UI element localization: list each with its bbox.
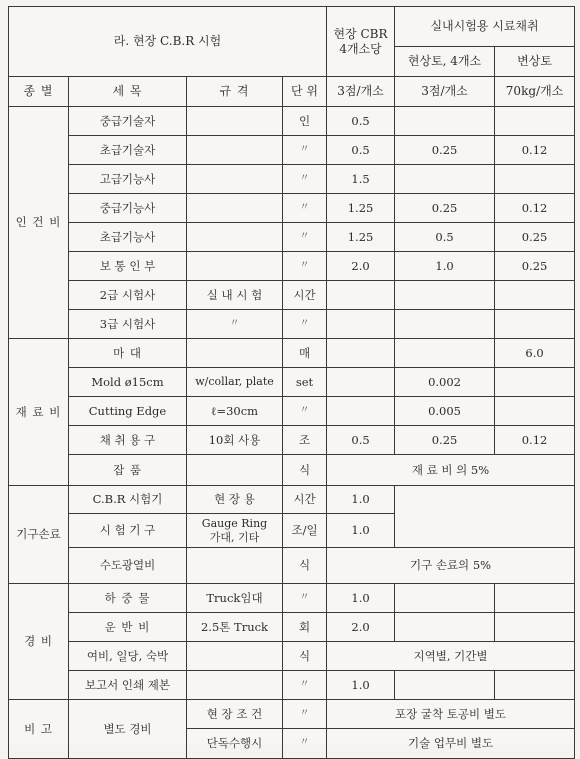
group-labor: 인 건 비 — [9, 107, 69, 339]
header-unit: 단 위 — [283, 77, 327, 107]
row-item: 수도광열비 — [69, 548, 187, 584]
row-spec — [187, 671, 283, 700]
row-site: 0.002 — [395, 368, 495, 397]
row-spec — [187, 455, 283, 486]
row-unit: 인 — [283, 107, 327, 136]
table-row — [9, 339, 575, 368]
row-item: 잡 품 — [69, 455, 187, 486]
header-lab-changed-soil: 변상토 — [495, 47, 575, 77]
table-row — [9, 700, 575, 729]
row-field: 1.0 — [327, 671, 395, 700]
row-unit: 식 — [283, 548, 327, 584]
header-lab-sampling: 실내시험용 시료채취 — [395, 7, 575, 47]
table-row — [9, 584, 575, 613]
row-item: 3급 시험사 — [69, 310, 187, 339]
row-item: 마 대 — [69, 339, 187, 368]
row-unit: 〃 — [283, 397, 327, 426]
row-unit: 〃 — [283, 252, 327, 281]
row-unit: 〃 — [283, 584, 327, 613]
row-spec: 2.5톤 Truck — [187, 613, 283, 642]
row-site — [395, 107, 495, 136]
row-site — [395, 584, 495, 613]
row-change — [495, 368, 575, 397]
row-change: 0.25 — [495, 223, 575, 252]
row-merged-note: 포장 굴착 토공비 별도 — [327, 700, 575, 729]
row-unit: 〃 — [283, 194, 327, 223]
table-row — [9, 107, 575, 136]
row-site: 0.25 — [395, 194, 495, 223]
row-field — [327, 368, 395, 397]
table-row — [9, 548, 575, 584]
group-expense: 경 비 — [9, 584, 69, 700]
header-lab-site-soil: 현상토, 4개소 — [395, 47, 495, 77]
row-field — [327, 281, 395, 310]
row-field: 1.0 — [327, 486, 395, 514]
row-field: 1.25 — [327, 223, 395, 252]
row-change: 0.12 — [495, 426, 575, 455]
row-item: 채 취 용 구 — [69, 426, 187, 455]
table-row — [9, 368, 575, 397]
row-field: 2.0 — [327, 252, 395, 281]
row-item: 보고서 인쇄 제본 — [69, 671, 187, 700]
row-site: 0.25 — [395, 136, 495, 165]
row-site — [395, 339, 495, 368]
row-field: 0.5 — [327, 136, 395, 165]
row-field: 2.0 — [327, 613, 395, 642]
row-change: 0.12 — [495, 194, 575, 223]
header-category: 종 별 — [9, 77, 69, 107]
row-item: 중급기술자 — [69, 107, 187, 136]
row-spec — [187, 339, 283, 368]
row-site: 1.0 — [395, 252, 495, 281]
row-spec: Truck임대 — [187, 584, 283, 613]
row-change — [495, 165, 575, 194]
table-row — [9, 252, 575, 281]
row-item: C.B.R 시험기 — [69, 486, 187, 514]
row-item: 초급기술자 — [69, 136, 187, 165]
cbr-table-sheet — [8, 6, 574, 751]
row-spec: 〃 — [187, 310, 283, 339]
row-change — [495, 613, 575, 642]
table-row — [9, 310, 575, 339]
row-site: 0.5 — [395, 223, 495, 252]
group-equipment: 기구손료 — [9, 486, 69, 584]
row-field: 1.25 — [327, 194, 395, 223]
row-item: Mold ø15cm — [69, 368, 187, 397]
row-field — [327, 310, 395, 339]
row-unit: 회 — [283, 613, 327, 642]
table-row — [9, 281, 575, 310]
row-unit: 시간 — [283, 281, 327, 310]
row-spec: 실 내 시 험 — [187, 281, 283, 310]
row-field: 1.0 — [327, 514, 395, 548]
row-site — [395, 165, 495, 194]
row-merged-note: 기구 손료의 5% — [327, 548, 575, 584]
header-row-1 — [9, 7, 575, 47]
row-change — [495, 107, 575, 136]
row-change — [495, 584, 575, 613]
table-row — [9, 194, 575, 223]
row-spec: w/collar, plate — [187, 368, 283, 397]
row-unit: 시간 — [283, 486, 327, 514]
header-field-cbr: 현장 CBR 4개소당 — [327, 7, 395, 77]
group-remark: 비 고 — [9, 700, 69, 759]
equipment-blank — [395, 486, 575, 548]
row-spec — [187, 223, 283, 252]
row-item: 고급기능사 — [69, 165, 187, 194]
row-item: 하 중 물 — [69, 584, 187, 613]
row-spec — [187, 642, 283, 671]
row-spec: 10회 사용 — [187, 426, 283, 455]
table-row — [9, 642, 575, 671]
row-site — [395, 613, 495, 642]
row-change: 0.25 — [495, 252, 575, 281]
row-site: 0.25 — [395, 426, 495, 455]
row-spec: Gauge Ring 가대, 기타 — [187, 514, 283, 548]
header-item: 세 목 — [69, 77, 187, 107]
row-spec — [187, 252, 283, 281]
header-spec: 규 격 — [187, 77, 283, 107]
row-field: 1.0 — [327, 584, 395, 613]
row-spec — [187, 107, 283, 136]
row-merged-note: 지역별, 기간별 — [327, 642, 575, 671]
table-row — [9, 397, 575, 426]
row-unit: 〃 — [283, 310, 327, 339]
row-spec — [187, 136, 283, 165]
table-row — [9, 165, 575, 194]
table-row — [9, 136, 575, 165]
row-change — [495, 671, 575, 700]
row-spec: ℓ=30cm — [187, 397, 283, 426]
row-field: 1.5 — [327, 165, 395, 194]
table-title: 라. 현장 C.B.R 시험 — [9, 7, 327, 77]
row-spec: 현 장 용 — [187, 486, 283, 514]
row-unit: 매 — [283, 339, 327, 368]
table-row — [9, 613, 575, 642]
row-site — [395, 310, 495, 339]
row-spec: 현 장 조 건 — [187, 700, 283, 729]
row-unit: 식 — [283, 455, 327, 486]
row-unit: 조 — [283, 426, 327, 455]
row-item: 초급기능사 — [69, 223, 187, 252]
row-unit: set — [283, 368, 327, 397]
row-change — [495, 281, 575, 310]
row-field — [327, 397, 395, 426]
row-unit: 〃 — [283, 223, 327, 252]
row-field: 0.5 — [327, 426, 395, 455]
table-row — [9, 671, 575, 700]
table-row — [9, 426, 575, 455]
row-item: 중급기능사 — [69, 194, 187, 223]
table-row — [9, 486, 575, 514]
row-site — [395, 671, 495, 700]
header-row-3 — [9, 77, 575, 107]
header-unit-field: 3점/개소 — [327, 77, 395, 107]
row-site: 0.005 — [395, 397, 495, 426]
table-row — [9, 455, 575, 486]
row-site — [395, 281, 495, 310]
row-change — [495, 310, 575, 339]
row-field — [327, 339, 395, 368]
row-item: 여비, 일당, 숙박 — [69, 642, 187, 671]
row-unit: 〃 — [283, 729, 327, 759]
row-spec — [187, 194, 283, 223]
row-unit: 〃 — [283, 165, 327, 194]
row-spec — [187, 548, 283, 584]
row-item: 보 통 인 부 — [69, 252, 187, 281]
row-merged-note: 재 료 비 의 5% — [327, 455, 575, 486]
cbr-cost-table — [8, 6, 575, 759]
header-unit-site: 3점/개소 — [395, 77, 495, 107]
row-unit: 조/일 — [283, 514, 327, 548]
row-item: 2급 시험사 — [69, 281, 187, 310]
remark-item: 별도 경비 — [69, 700, 187, 759]
header-unit-change: 70kg/개소 — [495, 77, 575, 107]
row-unit: 식 — [283, 642, 327, 671]
row-item: Cutting Edge — [69, 397, 187, 426]
row-unit: 〃 — [283, 136, 327, 165]
row-merged-note: 기술 업무비 별도 — [327, 729, 575, 759]
row-spec — [187, 165, 283, 194]
row-change: 0.12 — [495, 136, 575, 165]
table-row — [9, 223, 575, 252]
row-change — [495, 397, 575, 426]
row-unit: 〃 — [283, 671, 327, 700]
row-item: 시 험 기 구 — [69, 514, 187, 548]
row-item: 운 반 비 — [69, 613, 187, 642]
row-change: 6.0 — [495, 339, 575, 368]
row-spec: 단독수행시 — [187, 729, 283, 759]
group-material: 재 료 비 — [9, 339, 69, 486]
row-unit: 〃 — [283, 700, 327, 729]
row-field: 0.5 — [327, 107, 395, 136]
